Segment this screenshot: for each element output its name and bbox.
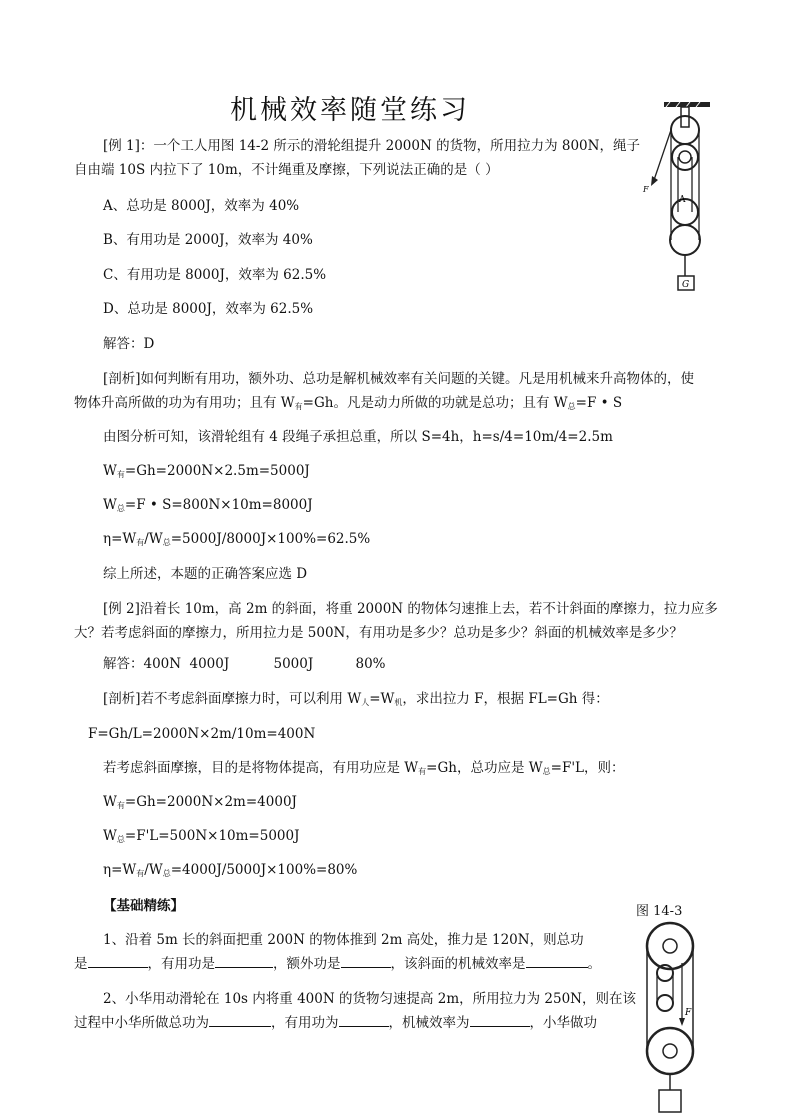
practice-2-line2: 过程中小华所做总功为 ，有用功为 ，机械效率为 ，小华做功 — [74, 1011, 597, 1035]
practice-heading: 【基础精练】 — [103, 898, 184, 914]
ex1-calc-total: $W_总=F$ • S=800N×10m=8000J — [103, 497, 313, 513]
page-title: 机械效率随堂练习 — [230, 95, 470, 126]
ex1-option-c: C、有用功是 8000J，效率为 62.5% — [103, 267, 327, 283]
ex1-calc-useful: $W_有=Gh=2000N\times 2.5m=5000J$ — [103, 463, 310, 479]
fig2-caption: 图 14-3 — [636, 904, 683, 919]
pulley-figure-14-3 — [632, 918, 708, 1116]
ex2-analysis-line3: 若考虑斜面摩擦，目的是将物体提高，有用功应是 $W_有=Gh$，总功应是 $W_总=F'L$，则： — [103, 760, 625, 776]
ex1-conclusion: 综上所述，本题的正确答案应选 D — [103, 566, 308, 582]
blank-2-total-work[interactable] — [209, 1012, 271, 1027]
fig1-label-g: G — [682, 280, 690, 290]
practice-2-line1: 2、小华用动滑轮在 10s 内将重 400N 的货物匀速提高 2m，所用拉力为 250N，则在该 — [103, 991, 636, 1007]
ex1-option-a: A、总功是 8000J，效率为 40% — [103, 198, 300, 214]
blank-total-work[interactable] — [88, 953, 148, 968]
ex2-calc-useful: $W_有=Gh=2000N\times 2m=4000J$ — [103, 794, 297, 810]
fig1-label-f: F — [643, 185, 649, 194]
ex1-question-line1: [例 1]：一个工人用图 14-2 所示的滑轮组提升 2000N 的货物，所用拉力为 800N，绳子 — [103, 138, 640, 154]
ex1-analysis-line1: [剖析]如何判断有用功，额外功、总功是解机械效率有关问题的关键。凡是用机械来升高物体的，使 — [103, 371, 695, 387]
ex1-analysis-line3: 由图分析可知，该滑轮组有 4 段绳子承担总重，所以 S=4h，h=s/4=10m/4=2.5m — [103, 429, 613, 445]
ex2-analysis-line1: [剖析]若不考虑斜面摩擦力时，可以利用 $W_人=W_机$，求出拉力 F，根据 FL=Gh 得： — [103, 691, 609, 707]
practice-1-line1: 1、沿着 5m 长的斜面把重 200N 的物体推到 2m 高处，推力是 120N，则总功 — [103, 932, 584, 948]
pulley-figure-14-2 — [640, 100, 716, 295]
fig2-label-f: F — [685, 1008, 692, 1018]
ex1-question-line2: 自由端 10S 内拉下了 10m，不计绳重及摩擦，下列说法正确的是（ ） — [74, 162, 499, 178]
ex2-question-line1: [例 2]沿着长 10m，高 2m 的斜面，将重 2000N 的物体匀速推上去，若不计斜面的摩擦力，拉力应多 — [103, 601, 718, 617]
blank-useful-work[interactable] — [215, 953, 273, 968]
ex2-calc-total: $W_总=F'L=500N\times 10m=5000J$ — [103, 828, 300, 844]
blank-efficiency[interactable] — [526, 953, 588, 968]
ex2-analysis-line2: F=Gh/L=2000N×2m/10m=400N — [88, 726, 316, 742]
fig1-label-a: A — [679, 195, 686, 205]
ex1-analysis-line2: 物体升高所做的功为有用功；且有 $W_有=Gh$。凡是动力所做的功就是总功；且有 $W_总=F$ • S — [74, 395, 623, 411]
blank-2-useful-work[interactable] — [339, 1012, 389, 1027]
ex1-option-b: B、有用功是 2000J，效率为 40% — [103, 232, 313, 248]
ex2-calc-efficiency: $\eta=W_有/W_总=4000J/5000J\times 100\%=80\%$ — [103, 862, 358, 878]
ex2-question-line2: 大？若考虑斜面的摩擦力，所用拉力是 500N，有用功是多少？总功是多少？斜面的机械效率是多少？ — [74, 625, 683, 641]
ex2-answer: 解答：400N 4000J 5000J 80% — [103, 656, 386, 672]
blank-extra-work[interactable] — [341, 953, 391, 968]
ex1-option-d: D、总功是 8000J，效率为 62.5% — [103, 301, 314, 317]
ex1-calc-efficiency: $\eta=W_有/W_总=5000J/8000J\times 100\%=62.5\%$ — [103, 531, 371, 547]
practice-1-line2: 是 ，有用功是 ，额外功是 ，该斜面的机械效率是 。 — [74, 952, 601, 976]
ex1-answer: 解答：D — [103, 336, 155, 352]
blank-2-efficiency[interactable] — [470, 1012, 530, 1027]
